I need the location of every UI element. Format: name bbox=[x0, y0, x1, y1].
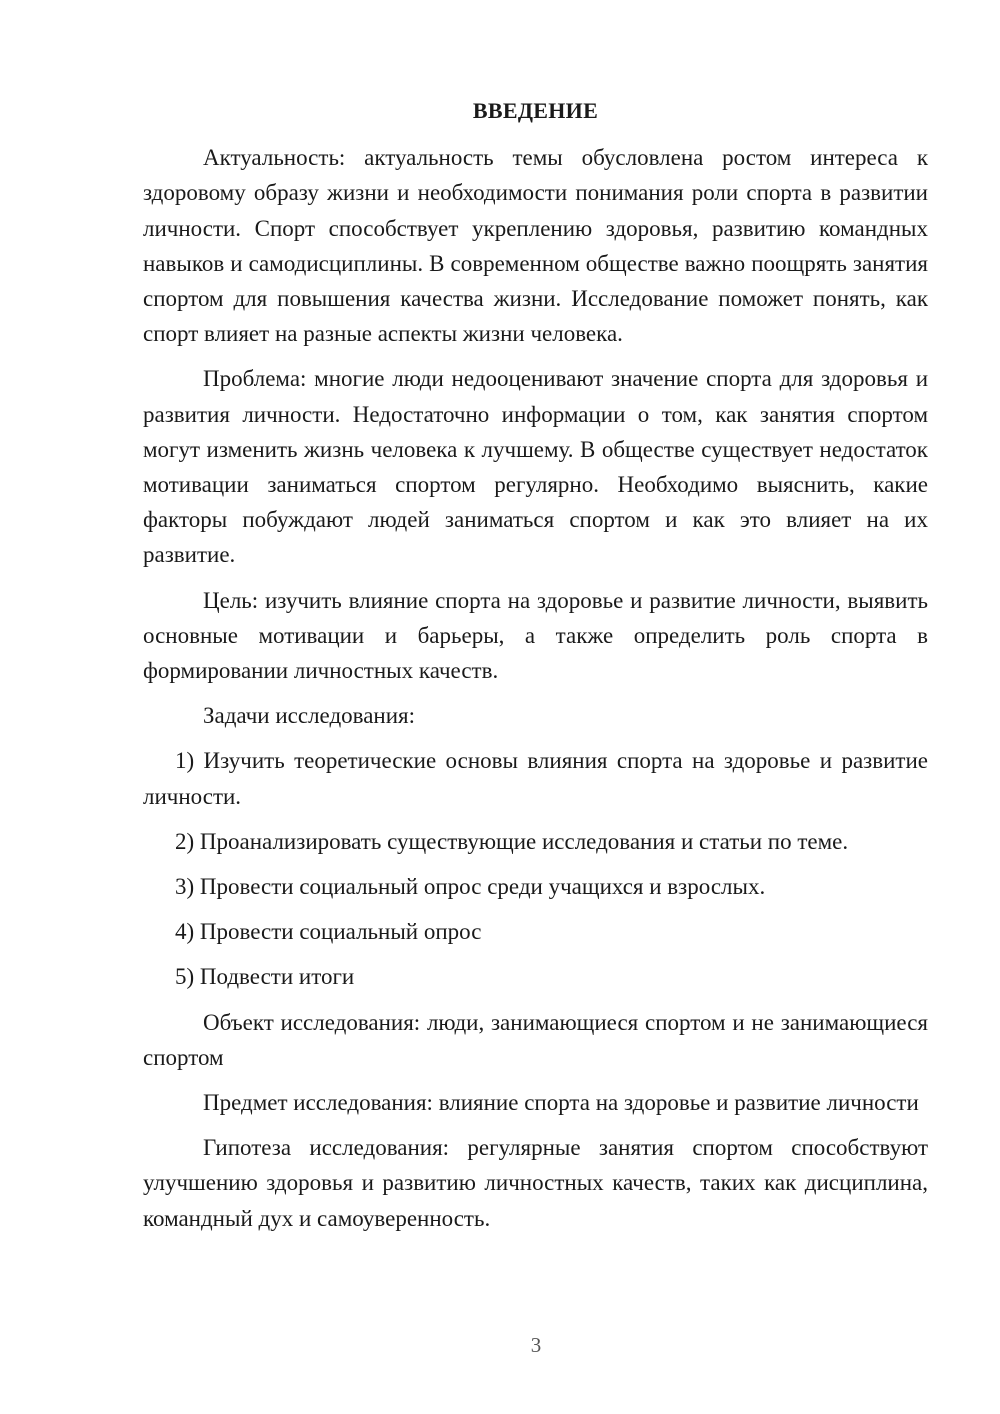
paragraph-hypothesis: Гипотеза исследования: регулярные занятия спортом способствуют улучшению здоровья и развитию личностных качеств, таких как дисциплина, командный дух и самоуверенность. bbox=[143, 1135, 928, 1231]
task-item-4: 4) Провести социальный опрос bbox=[175, 919, 482, 945]
paragraph-subject: Предмет исследования: влияние спорта на здоровье и развитие личности bbox=[203, 1090, 919, 1116]
tasks-heading: Задачи исследования: bbox=[203, 703, 416, 729]
page-content bbox=[143, 93, 928, 1246]
paragraph-relevance: Актуальность: актуальность темы обусловлена ростом интереса к здоровому образу жизни и необходимости понимания роли спорта в развитии личности. Спорт способствует укреплению здоровья, развитию командных навыков и самодисциплины. В современном обществе важно поощрять занятия спортом для повышения качества жизни. Исследование поможет понять, как спорт влияет на разные аспекты жизни человека. bbox=[143, 145, 928, 347]
tasks-list bbox=[143, 743, 928, 994]
page-number: 3 bbox=[530, 1333, 542, 1357]
task-item-5: 5) Подвести итоги bbox=[175, 964, 355, 990]
paragraph-goal: Цель: изучить влияние спорта на здоровье и развитие личности, выявить основные мотивации и барьеры, а также определить роль спорта в формировании личностных качеств. bbox=[143, 587, 928, 684]
paragraph-object: Объект исследования: люди, занимающиеся спортом и не занимающиеся спортом bbox=[143, 1009, 928, 1070]
task-item-1: 1) Изучить теоретические основы влияния спорта на здоровье и развитие личности. bbox=[143, 748, 928, 809]
task-item-2: 2) Проанализировать существующие исследования и статьи по теме. bbox=[175, 828, 849, 854]
page-title: ВВЕДЕНИЕ bbox=[472, 98, 599, 123]
task-item-3: 3) Провести социальный опрос среди учащихся и взрослых. bbox=[175, 874, 766, 900]
paragraph-problem: Проблема: многие люди недооценивают значение спорта для здоровья и развития личности. Недостаточно информации о том, как занятия спортом могут изменить жизнь человека к лучшему. В обществе существует недостаток мотивации заниматься спортом регулярно. Необходимо выяснить, какие факторы побуждают людей заниматься спортом и как это влияет на их развитие. bbox=[143, 366, 928, 568]
